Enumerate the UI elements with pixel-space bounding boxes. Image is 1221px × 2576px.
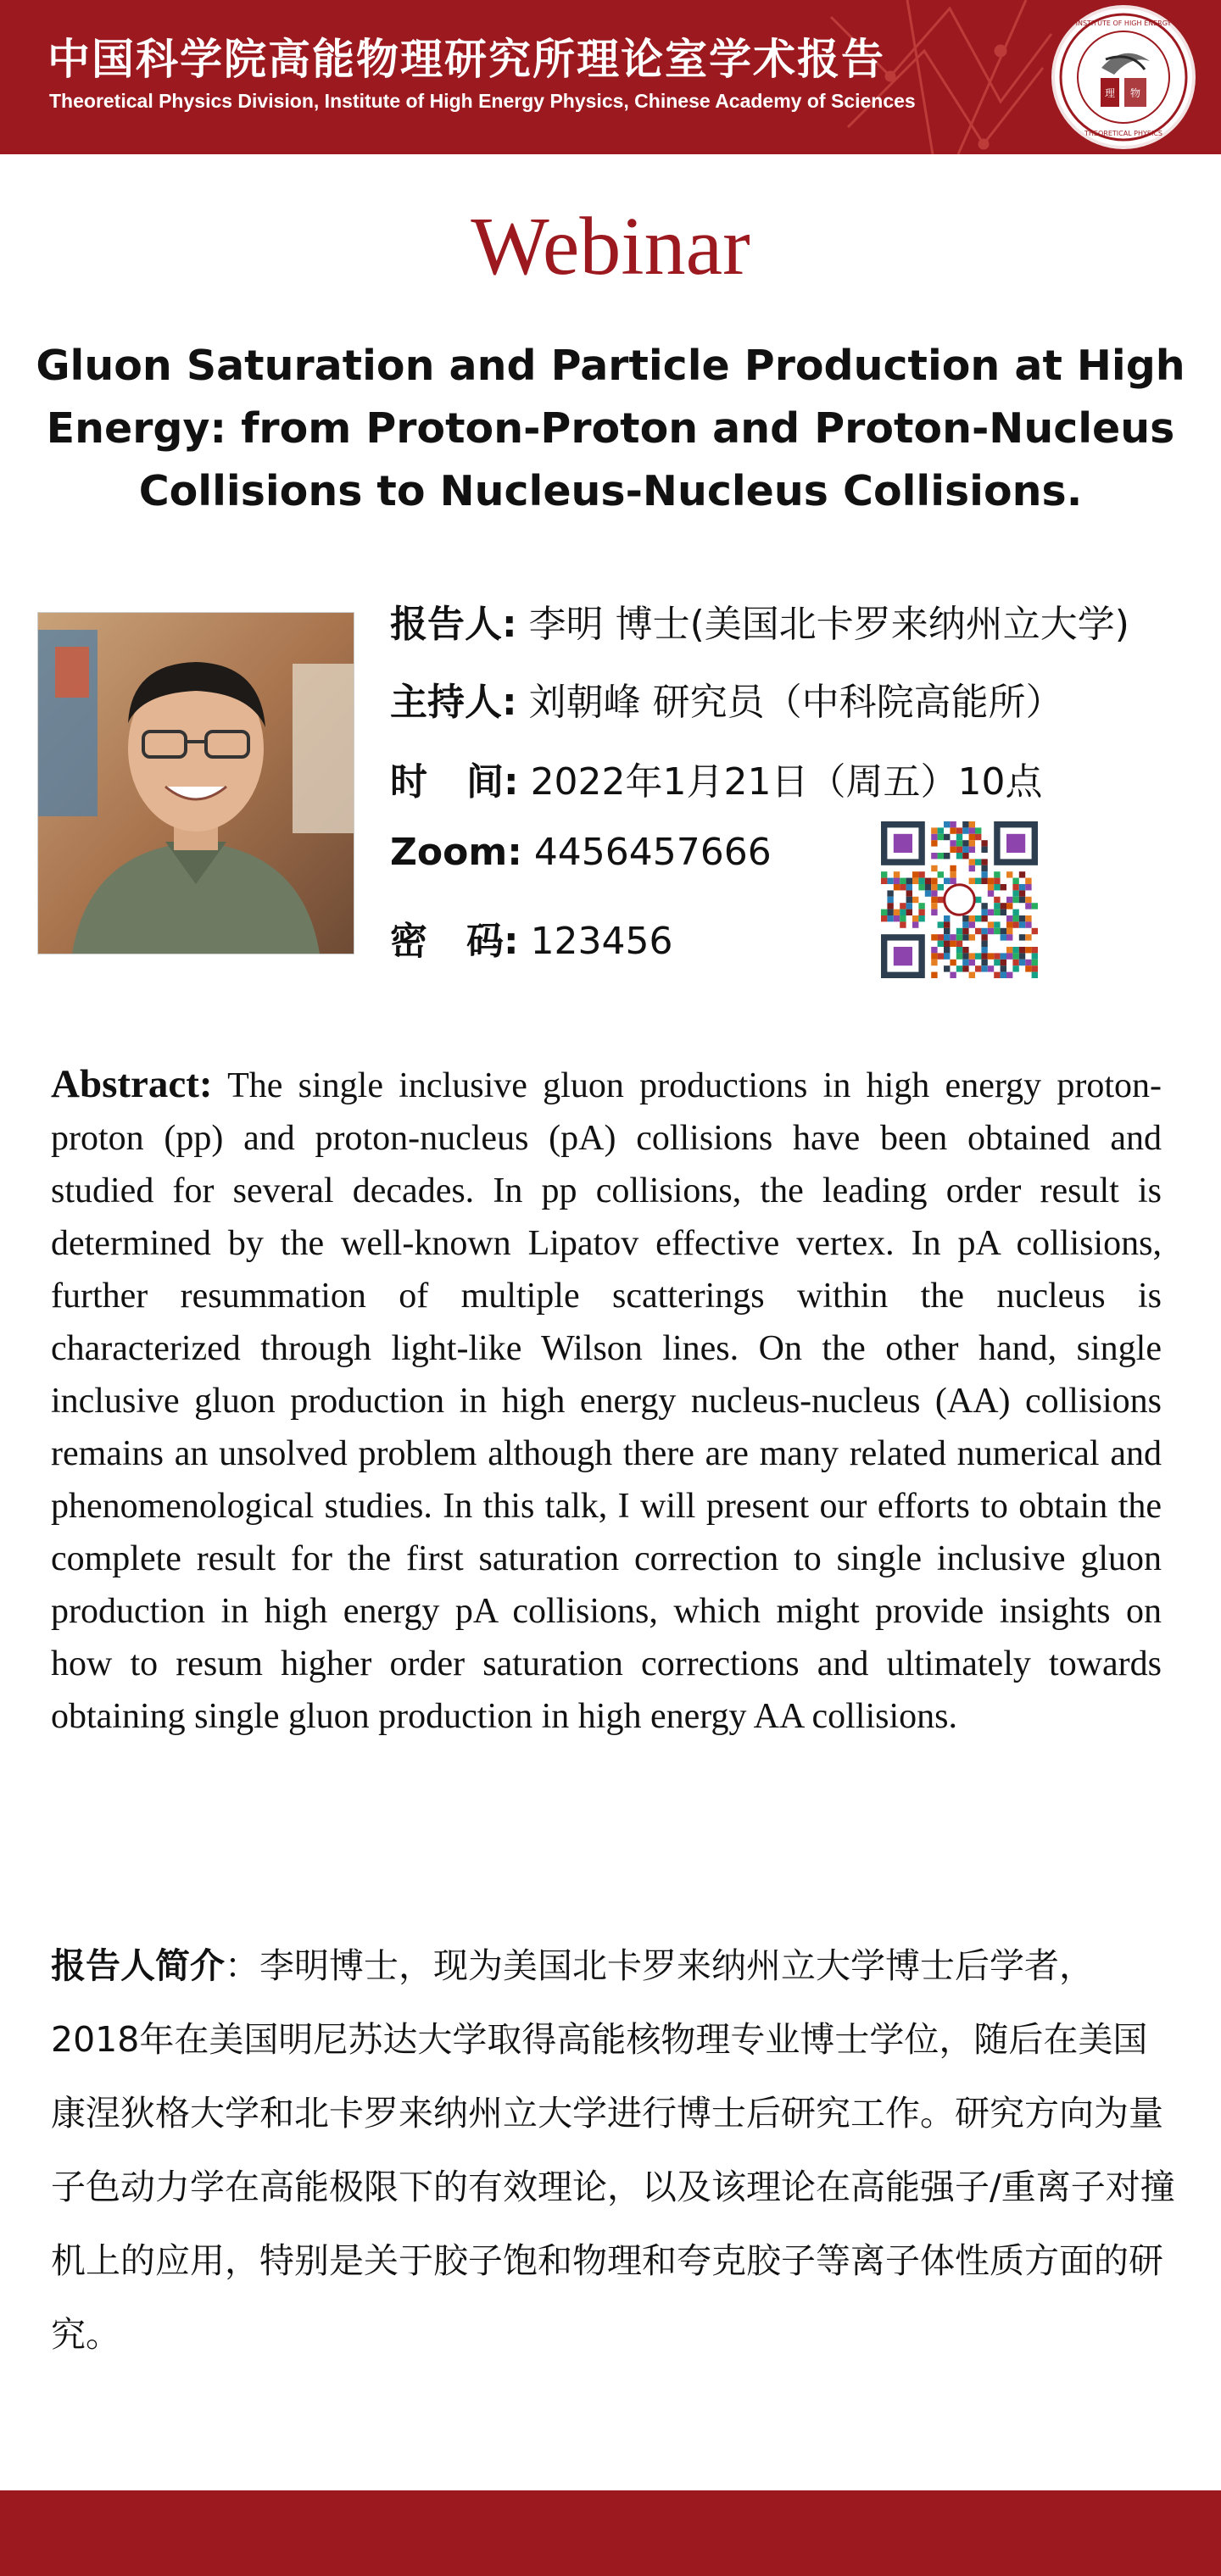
- speaker-row: [390, 593, 1129, 648]
- abstract: [51, 1058, 1162, 1743]
- qr-code-icon[interactable]: [878, 819, 1041, 983]
- speaker-bio: [51, 1929, 1179, 2372]
- svg-text:理: 理: [1104, 87, 1116, 99]
- password-row: [390, 910, 673, 965]
- host-value: 刘朝峰 研究员（中科院高能所）: [528, 681, 1063, 724]
- time-label: 时 间:: [390, 760, 519, 804]
- abstract-label: Abstract:: [51, 1062, 213, 1106]
- time-value: 2022年1月21日（周五）10点: [530, 760, 1043, 804]
- header-subtitle-en: Theoretical Physics Division, Institute of High Energy Physics, Chinese Academy of Sciences: [49, 90, 916, 112]
- institute-seal-logo: [1051, 5, 1196, 149]
- zoom-value[interactable]: 4456457666: [533, 831, 772, 874]
- svg-text:物: 物: [1129, 87, 1141, 99]
- svg-text:INSTITUTE OF HIGH ENERGY: INSTITUTE OF HIGH ENERGY: [1075, 19, 1172, 27]
- header-title-cn: 中国科学院高能物理研究所理论室学术报告: [47, 35, 885, 84]
- password-label: 密 码:: [390, 920, 519, 963]
- speaker-label: 报告人:: [390, 603, 517, 646]
- talk-title: Gluon Saturation and Particle Production at High Energy: from Proton-Proton and Proton-Nucleus Collisions to Nucleus-Nucleus Collisions.: [36, 342, 1185, 515]
- footer-band: [0, 2490, 1221, 2576]
- abstract-text: The single inclusive gluon productions in high energy proton-proton (pp) and proton-nucleus (pA) collisions have been obtained and studied for several decades. In pp collisions, the leading order result is determined by the well-known Lipatov effective vertex. In pA collisions, further resummation of multiple scatterings within the nucleus is characterized through light-like Wilson lines. On the other hand, single inclusive gluon production in high energy nucleus-nucleus (AA) collisions remains an unsolved problem although there are many related numerical and phenomenological studies. In this talk, I will present our efforts to obtain the complete result for the first saturation correction to single inclusive gluon production in high energy pA collisions, which might provide insights on how to resum higher order saturation corrections and ultimately towards obtaining single gluon production in high energy AA collisions.: [51, 1066, 1162, 1736]
- password-value[interactable]: 123456: [530, 920, 673, 963]
- host-label: 主持人:: [390, 681, 517, 724]
- speaker-photo: [37, 612, 354, 954]
- speaker-value: 李明 博士(美国北卡罗来纳州立大学): [528, 603, 1129, 646]
- bio-text: ：李明博士，现为美国北卡罗来纳州立大学博士后学者，2018年在美国明尼苏达大学取得高能核物理专业博士学位，随后在美国康涅狄格大学和北卡罗来纳州立大学进行博士后研究工作。研究方向为量子色动力学在高能极限下的有效理论，以及该理论在高能强子/重离子对撞机上的应用，特别是关于胶子饱和物理和夸克胶子等离子体性质方面的研究。: [51, 1945, 1175, 2355]
- zoom-label: Zoom:: [390, 831, 522, 874]
- time-row: [390, 751, 1043, 805]
- zoom-row: [390, 831, 772, 874]
- bio-label: 报告人简介: [51, 1945, 225, 1986]
- event-type-title: Webinar: [471, 201, 750, 292]
- svg-text:THEORETICAL PHYSICS: THEORETICAL PHYSICS: [1084, 130, 1162, 137]
- host-row: [390, 671, 1063, 726]
- header-banner: [0, 0, 1221, 154]
